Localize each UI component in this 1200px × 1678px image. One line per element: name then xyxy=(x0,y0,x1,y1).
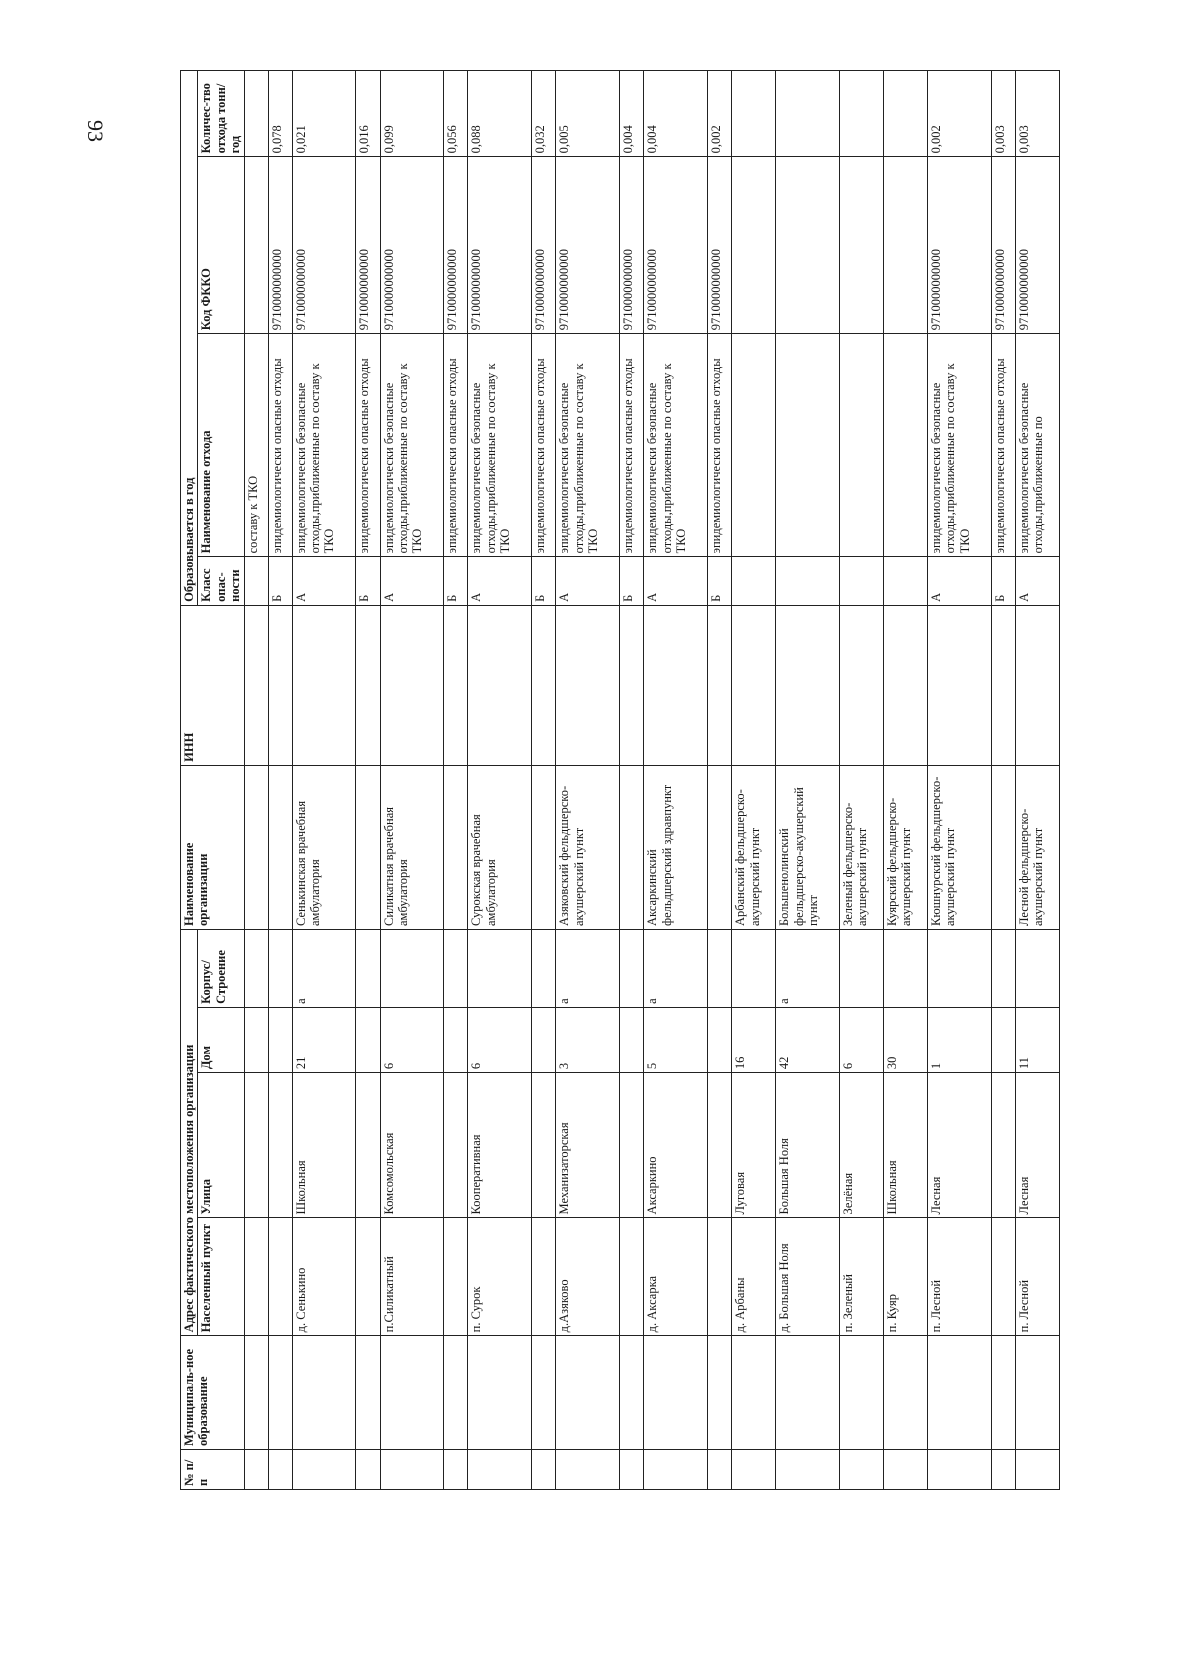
cell-org xyxy=(991,765,1015,929)
table-row xyxy=(927,71,991,1490)
cell-waste: составу к ТКО xyxy=(244,334,268,557)
cell-fkko: 9710000000000 xyxy=(468,157,532,334)
cell-cls: А xyxy=(468,557,532,605)
cell-num xyxy=(927,1450,991,1490)
cell-num xyxy=(620,1450,644,1490)
cell-cls: Б xyxy=(620,557,644,605)
cell-qty: 0,005 xyxy=(556,71,620,157)
cell-street xyxy=(244,1073,268,1218)
header-address-group: Адрес фактического местоположения организации xyxy=(181,930,198,1336)
cell-street: Механизаторская xyxy=(556,1073,620,1218)
cell-qty: 0,002 xyxy=(927,71,991,157)
cell-house: 42 xyxy=(776,1007,840,1072)
cell-house: 21 xyxy=(292,1007,356,1072)
cell-fkko xyxy=(840,157,884,334)
cell-building xyxy=(620,930,644,1008)
cell-street: Кооперативная xyxy=(468,1073,532,1218)
cell-settlement xyxy=(620,1218,644,1336)
cell-street: Аксаркино xyxy=(644,1073,708,1218)
cell-street xyxy=(444,1073,468,1218)
cell-inn xyxy=(732,605,776,765)
cell-num xyxy=(776,1450,840,1490)
table-body xyxy=(244,71,1060,1490)
header-hazard-class: Класс опас-ности xyxy=(198,557,244,605)
cell-cls xyxy=(776,557,840,605)
cell-num xyxy=(732,1450,776,1490)
cell-cls: А xyxy=(292,557,356,605)
cell-house: 6 xyxy=(840,1007,884,1072)
cell-settlement xyxy=(708,1218,732,1336)
cell-qty xyxy=(884,71,928,157)
cell-house xyxy=(356,1007,380,1072)
cell-qty: 0,004 xyxy=(644,71,708,157)
table-row xyxy=(1015,71,1059,1490)
cell-house xyxy=(532,1007,556,1072)
cell-inn xyxy=(532,605,556,765)
cell-org: Арбанский фельдшерско-акушерский пункт xyxy=(732,765,776,929)
cell-num xyxy=(708,1450,732,1490)
cell-settlement: д.Азяково xyxy=(556,1218,620,1336)
table-row xyxy=(991,71,1015,1490)
cell-num xyxy=(268,1450,292,1490)
cell-municipality xyxy=(532,1336,556,1450)
cell-street: Зелёная xyxy=(840,1073,884,1218)
cell-org: Большенолинский фельдшерско-акушерский пункт xyxy=(776,765,840,929)
cell-inn xyxy=(556,605,620,765)
cell-cls xyxy=(732,557,776,605)
cell-waste: эпидемиологически безопасные отходы,приближенные по составу к ТКО xyxy=(292,334,356,557)
cell-municipality xyxy=(840,1336,884,1450)
header-quantity: Количес-тво отхода тонн/год xyxy=(198,71,244,157)
cell-inn xyxy=(356,605,380,765)
cell-street: Большая Ноля xyxy=(776,1073,840,1218)
cell-waste: эпидемиологически опасные отходы xyxy=(991,334,1015,557)
cell-house: 3 xyxy=(556,1007,620,1072)
cell-settlement xyxy=(991,1218,1015,1336)
cell-street xyxy=(991,1073,1015,1218)
cell-num xyxy=(884,1450,928,1490)
header-generated-group: Образовывается в год xyxy=(181,71,198,606)
table-row xyxy=(444,71,468,1490)
cell-inn xyxy=(1015,605,1059,765)
cell-municipality xyxy=(356,1336,380,1450)
cell-waste xyxy=(776,334,840,557)
cell-cls: Б xyxy=(268,557,292,605)
cell-municipality xyxy=(468,1336,532,1450)
cell-house: 6 xyxy=(380,1007,444,1072)
cell-settlement: п. Зеленый xyxy=(840,1218,884,1336)
cell-num xyxy=(356,1450,380,1490)
header-org-name: Наименование организации xyxy=(181,765,245,929)
cell-num xyxy=(292,1450,356,1490)
cell-org: Куярский фельдшерско-акушерский пункт xyxy=(884,765,928,929)
cell-municipality xyxy=(292,1336,356,1450)
cell-house: 6 xyxy=(468,1007,532,1072)
table-row xyxy=(268,71,292,1490)
cell-inn xyxy=(268,605,292,765)
cell-building xyxy=(840,930,884,1008)
cell-cls: Б xyxy=(532,557,556,605)
cell-qty: 0,078 xyxy=(268,71,292,157)
table-row xyxy=(244,71,268,1490)
cell-cls: Б xyxy=(356,557,380,605)
table-row xyxy=(708,71,732,1490)
table-row xyxy=(840,71,884,1490)
table-row xyxy=(532,71,556,1490)
cell-building xyxy=(244,930,268,1008)
cell-street xyxy=(268,1073,292,1218)
cell-cls: А xyxy=(644,557,708,605)
cell-waste xyxy=(732,334,776,557)
table-row xyxy=(468,71,532,1490)
cell-num xyxy=(1015,1450,1059,1490)
cell-org: Аксаркинский фельдшерский здравпункт xyxy=(644,765,708,929)
cell-street xyxy=(708,1073,732,1218)
cell-settlement: п.Силикатный xyxy=(380,1218,444,1336)
cell-org xyxy=(708,765,732,929)
cell-building: а xyxy=(644,930,708,1008)
cell-municipality xyxy=(708,1336,732,1450)
cell-num xyxy=(991,1450,1015,1490)
cell-house xyxy=(444,1007,468,1072)
cell-fkko: 9710000000000 xyxy=(380,157,444,334)
cell-waste: эпидемиологически опасные отходы xyxy=(356,334,380,557)
cell-org: Кюшнурский фельдшерско-акушерский пункт xyxy=(927,765,991,929)
cell-org xyxy=(532,765,556,929)
cell-street xyxy=(532,1073,556,1218)
cell-building xyxy=(268,930,292,1008)
cell-waste: эпидемиологически безопасные отходы,приближенные по составу к ТКО xyxy=(644,334,708,557)
cell-org xyxy=(444,765,468,929)
cell-inn xyxy=(620,605,644,765)
cell-qty xyxy=(244,71,268,157)
cell-building xyxy=(380,930,444,1008)
header-building: Корпус/ Строение xyxy=(198,930,244,1008)
header-num: № п/п xyxy=(181,1450,245,1490)
cell-org: Силикатная врачебная амбулатория xyxy=(380,765,444,929)
table-row xyxy=(644,71,708,1490)
cell-settlement xyxy=(244,1218,268,1336)
cell-fkko xyxy=(732,157,776,334)
cell-municipality xyxy=(620,1336,644,1450)
cell-qty: 0,056 xyxy=(444,71,468,157)
cell-building xyxy=(884,930,928,1008)
cell-fkko: 9710000000000 xyxy=(620,157,644,334)
cell-settlement xyxy=(444,1218,468,1336)
cell-building: а xyxy=(556,930,620,1008)
cell-street: Комсомольская xyxy=(380,1073,444,1218)
table-row xyxy=(776,71,840,1490)
cell-fkko: 9710000000000 xyxy=(356,157,380,334)
cell-org xyxy=(268,765,292,929)
cell-house: 30 xyxy=(884,1007,928,1072)
cell-building: а xyxy=(776,930,840,1008)
cell-building xyxy=(991,930,1015,1008)
waste-table xyxy=(180,70,1060,1490)
cell-qty: 0,021 xyxy=(292,71,356,157)
header-waste-name: Наименование отхода xyxy=(198,334,244,557)
cell-cls xyxy=(244,557,268,605)
cell-cls: А xyxy=(1015,557,1059,605)
cell-org: Сенькинская врачебная амбулатория xyxy=(292,765,356,929)
cell-municipality xyxy=(732,1336,776,1450)
header-street: Улица xyxy=(198,1073,244,1218)
cell-qty: 0,002 xyxy=(708,71,732,157)
cell-building xyxy=(356,930,380,1008)
cell-inn xyxy=(444,605,468,765)
cell-qty: 0,099 xyxy=(380,71,444,157)
cell-waste xyxy=(884,334,928,557)
cell-building xyxy=(468,930,532,1008)
cell-fkko: 9710000000000 xyxy=(708,157,732,334)
cell-building xyxy=(1015,930,1059,1008)
cell-cls: Б xyxy=(444,557,468,605)
cell-fkko: 9710000000000 xyxy=(556,157,620,334)
cell-settlement: п. Куяр xyxy=(884,1218,928,1336)
cell-building xyxy=(708,930,732,1008)
cell-building xyxy=(732,930,776,1008)
cell-cls: А xyxy=(380,557,444,605)
cell-waste: эпидемиологически опасные отходы xyxy=(444,334,468,557)
table-header xyxy=(181,71,245,1490)
cell-num xyxy=(644,1450,708,1490)
cell-building: а xyxy=(292,930,356,1008)
table-row xyxy=(556,71,620,1490)
cell-fkko: 9710000000000 xyxy=(532,157,556,334)
table-row xyxy=(732,71,776,1490)
cell-house: 11 xyxy=(1015,1007,1059,1072)
cell-inn xyxy=(644,605,708,765)
table-row xyxy=(620,71,644,1490)
cell-inn xyxy=(292,605,356,765)
cell-municipality xyxy=(380,1336,444,1450)
cell-num xyxy=(244,1450,268,1490)
cell-waste: эпидемиологически опасные отходы xyxy=(268,334,292,557)
cell-org xyxy=(356,765,380,929)
cell-street: Школьная xyxy=(292,1073,356,1218)
cell-fkko: 9710000000000 xyxy=(444,157,468,334)
cell-municipality xyxy=(644,1336,708,1450)
cell-house xyxy=(620,1007,644,1072)
cell-settlement: д. Арбаны xyxy=(732,1218,776,1336)
cell-org xyxy=(244,765,268,929)
cell-qty xyxy=(776,71,840,157)
cell-settlement: д. Большая Ноля xyxy=(776,1218,840,1336)
cell-street xyxy=(356,1073,380,1218)
cell-house: 1 xyxy=(927,1007,991,1072)
cell-fkko: 9710000000000 xyxy=(292,157,356,334)
cell-inn xyxy=(991,605,1015,765)
cell-municipality xyxy=(884,1336,928,1450)
cell-fkko: 9710000000000 xyxy=(268,157,292,334)
header-fkko: Код ФККО xyxy=(198,157,244,334)
table-row xyxy=(292,71,356,1490)
cell-fkko xyxy=(776,157,840,334)
cell-inn xyxy=(380,605,444,765)
cell-municipality xyxy=(244,1336,268,1450)
cell-qty: 0,088 xyxy=(468,71,532,157)
cell-cls: А xyxy=(927,557,991,605)
cell-waste: эпидемиологически безопасные отходы,приближенные по xyxy=(1015,334,1059,557)
cell-num xyxy=(556,1450,620,1490)
cell-waste: эпидемиологически безопасные отходы,приближенные по составу к ТКО xyxy=(927,334,991,557)
cell-settlement xyxy=(268,1218,292,1336)
cell-qty: 0,004 xyxy=(620,71,644,157)
cell-num xyxy=(532,1450,556,1490)
cell-settlement: п. Лесной xyxy=(927,1218,991,1336)
cell-inn xyxy=(884,605,928,765)
cell-cls: Б xyxy=(708,557,732,605)
cell-fkko: 9710000000000 xyxy=(644,157,708,334)
cell-building xyxy=(444,930,468,1008)
cell-inn xyxy=(708,605,732,765)
cell-org xyxy=(620,765,644,929)
cell-waste: эпидемиологически опасные отходы xyxy=(708,334,732,557)
header-house: Дом xyxy=(198,1007,244,1072)
cell-qty: 0,003 xyxy=(991,71,1015,157)
table-row xyxy=(356,71,380,1490)
cell-org: Зеленый фельдшерско-акушерский пункт xyxy=(840,765,884,929)
cell-street: Лесная xyxy=(1015,1073,1059,1218)
cell-settlement xyxy=(532,1218,556,1336)
cell-num xyxy=(468,1450,532,1490)
cell-house xyxy=(708,1007,732,1072)
cell-inn xyxy=(468,605,532,765)
cell-municipality xyxy=(776,1336,840,1450)
cell-house: 16 xyxy=(732,1007,776,1072)
cell-qty xyxy=(840,71,884,157)
cell-waste: эпидемиологически безопасные отходы,приближенные по составу к ТКО xyxy=(468,334,532,557)
cell-cls: Б xyxy=(991,557,1015,605)
cell-fkko: 9710000000000 xyxy=(1015,157,1059,334)
cell-waste: эпидемиологически безопасные отходы,приближенные по составу к ТКО xyxy=(380,334,444,557)
cell-qty: 0,032 xyxy=(532,71,556,157)
cell-municipality xyxy=(991,1336,1015,1450)
cell-waste: эпидемиологически опасные отходы xyxy=(532,334,556,557)
cell-waste: эпидемиологически безопасные отходы,приближенные по составу к ТКО xyxy=(556,334,620,557)
cell-cls xyxy=(840,557,884,605)
cell-qty: 0,016 xyxy=(356,71,380,157)
cell-waste xyxy=(840,334,884,557)
cell-street: Школьная xyxy=(884,1073,928,1218)
cell-qty: 0,003 xyxy=(1015,71,1059,157)
cell-cls: А xyxy=(556,557,620,605)
cell-qty xyxy=(732,71,776,157)
table-row xyxy=(884,71,928,1490)
cell-inn xyxy=(840,605,884,765)
cell-municipality xyxy=(556,1336,620,1450)
cell-building xyxy=(927,930,991,1008)
cell-municipality xyxy=(268,1336,292,1450)
cell-settlement: д. Сенькино xyxy=(292,1218,356,1336)
cell-num xyxy=(840,1450,884,1490)
cell-house: 5 xyxy=(644,1007,708,1072)
cell-num xyxy=(444,1450,468,1490)
cell-waste: эпидемиологически опасные отходы xyxy=(620,334,644,557)
rotated-table-container xyxy=(180,70,1060,1490)
cell-settlement xyxy=(356,1218,380,1336)
cell-num xyxy=(380,1450,444,1490)
cell-house xyxy=(268,1007,292,1072)
cell-street: Луговая xyxy=(732,1073,776,1218)
cell-fkko: 9710000000000 xyxy=(991,157,1015,334)
cell-settlement: п. Сурок xyxy=(468,1218,532,1336)
header-settlement: Населенный пункт xyxy=(198,1218,244,1336)
cell-org: Азяковский фельдшерско-акушерский пункт xyxy=(556,765,620,929)
cell-fkko xyxy=(244,157,268,334)
cell-municipality xyxy=(927,1336,991,1450)
cell-street: Лесная xyxy=(927,1073,991,1218)
cell-house xyxy=(991,1007,1015,1072)
table-row xyxy=(380,71,444,1490)
header-inn: ИНН xyxy=(181,605,245,765)
cell-inn xyxy=(244,605,268,765)
cell-settlement: д. Аксарка xyxy=(644,1218,708,1336)
cell-fkko: 9710000000000 xyxy=(927,157,991,334)
cell-org: Лесной фельдшерско-акушерский пункт xyxy=(1015,765,1059,929)
cell-street xyxy=(620,1073,644,1218)
cell-house xyxy=(244,1007,268,1072)
cell-inn xyxy=(927,605,991,765)
cell-building xyxy=(532,930,556,1008)
cell-org: Сурокская врачебная амбулатория xyxy=(468,765,532,929)
cell-municipality xyxy=(444,1336,468,1450)
cell-municipality xyxy=(1015,1336,1059,1450)
page-number: 93 xyxy=(83,120,108,142)
cell-cls xyxy=(884,557,928,605)
cell-inn xyxy=(776,605,840,765)
cell-fkko xyxy=(884,157,928,334)
header-municipality: Муниципаль-ное образование xyxy=(181,1336,245,1450)
cell-settlement: п. Лесной xyxy=(1015,1218,1059,1336)
